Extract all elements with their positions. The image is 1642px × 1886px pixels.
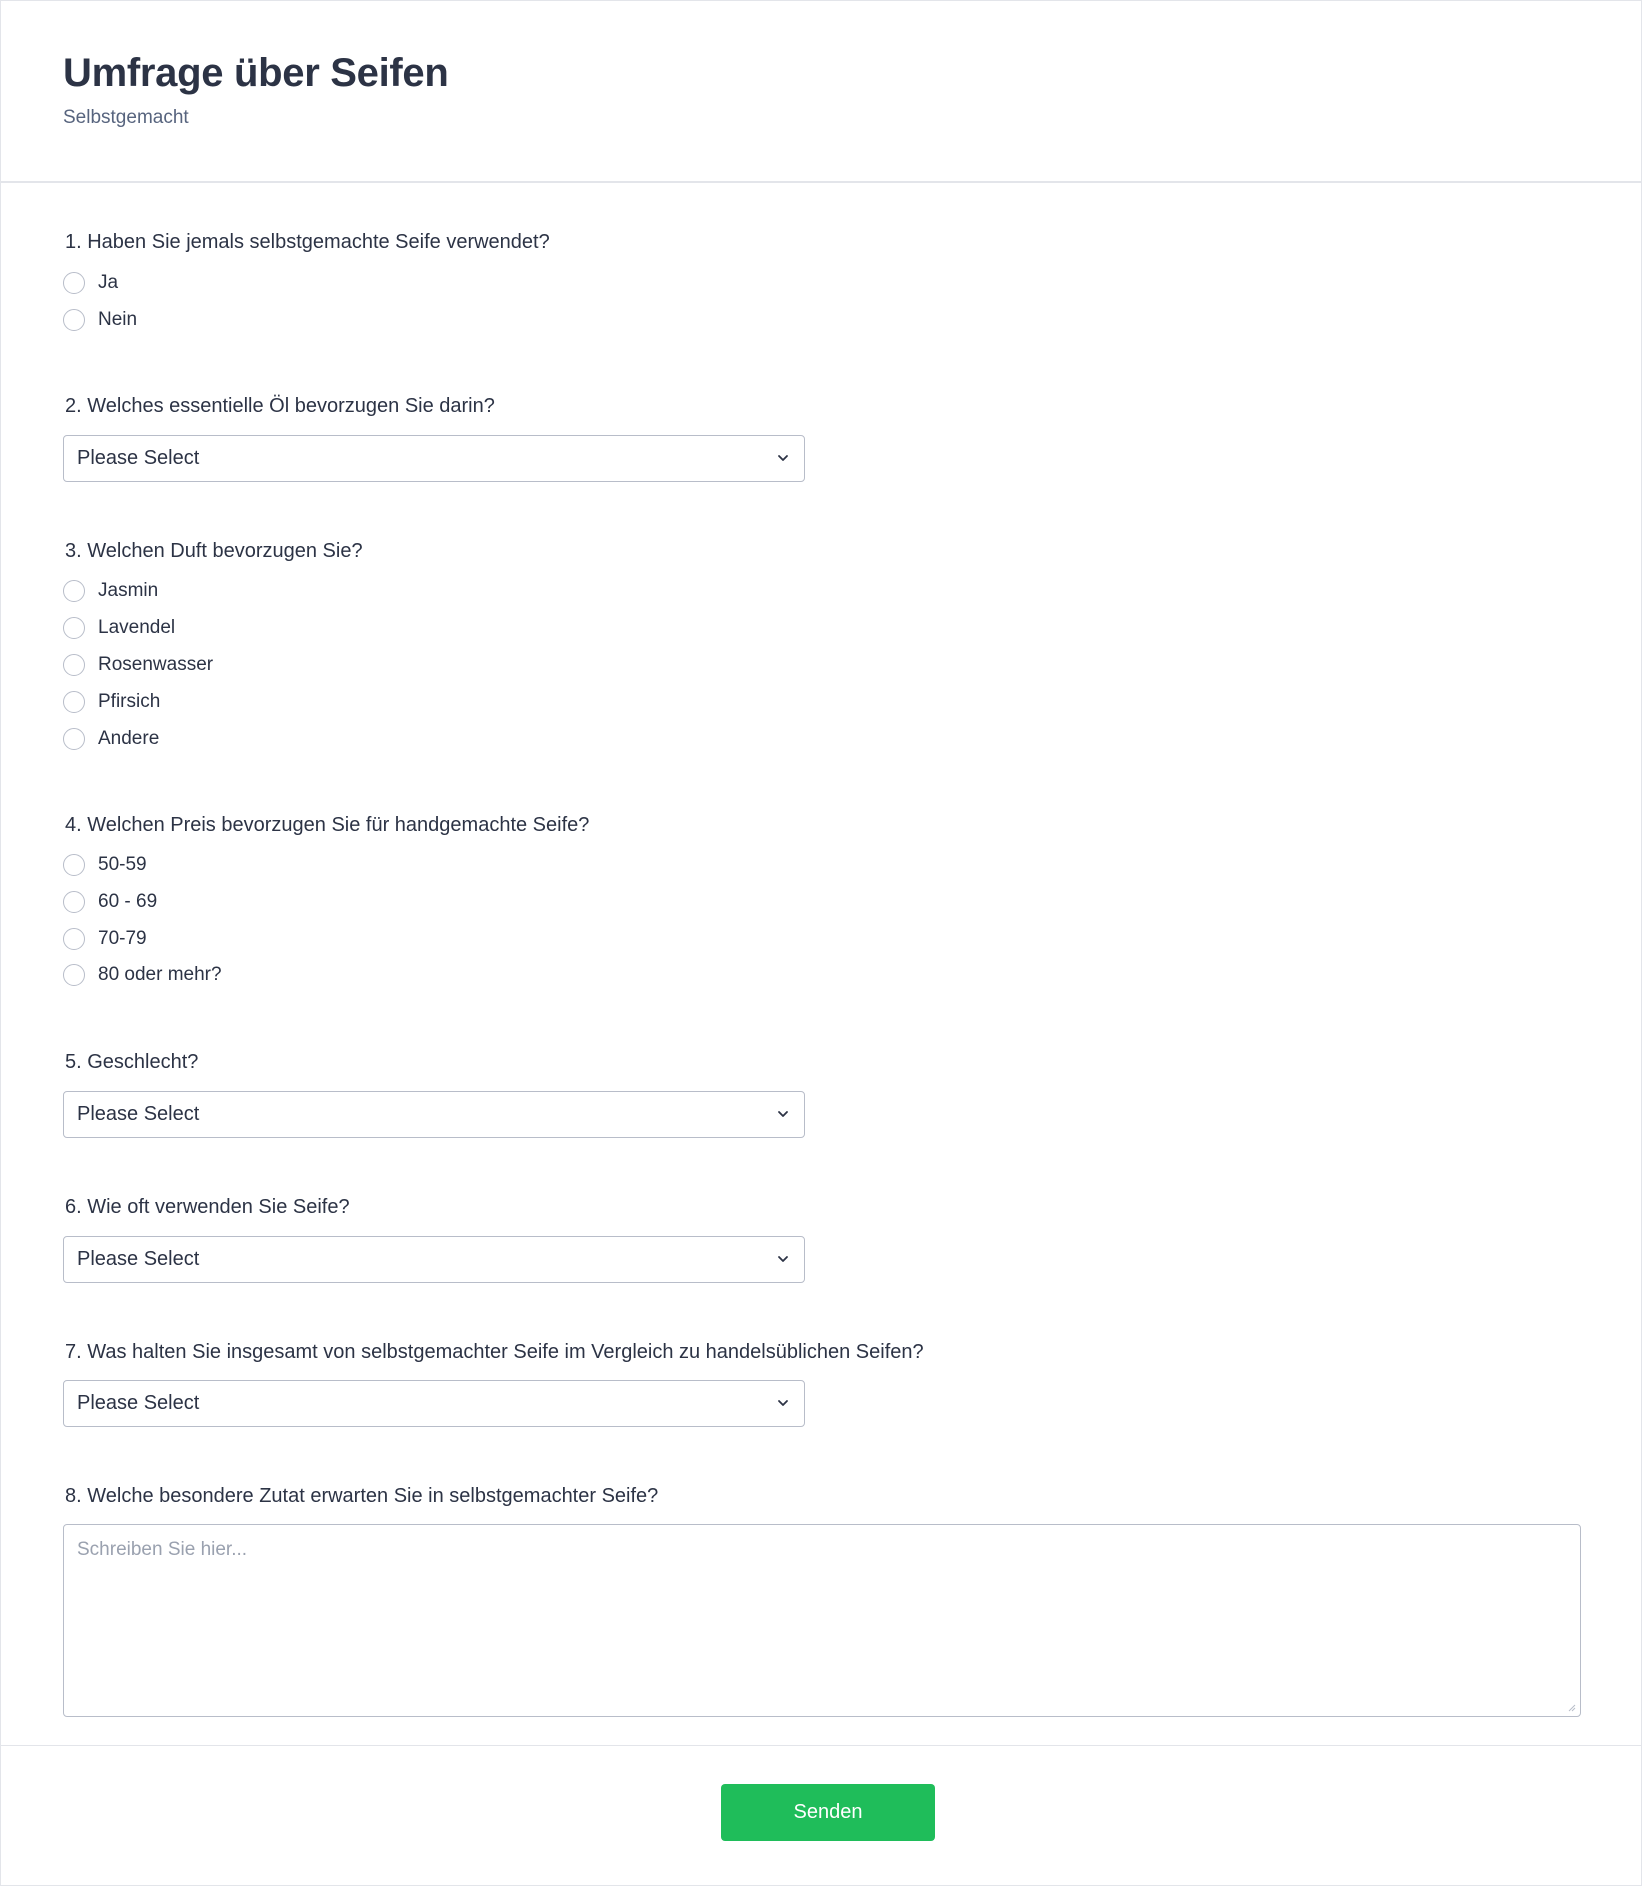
- q1-option-ja[interactable]: [63, 270, 118, 296]
- option-label: 70-79: [98, 928, 147, 949]
- radio-button[interactable]: [63, 928, 85, 950]
- chevron-down-icon: [774, 1394, 792, 1412]
- q4-option-60-69[interactable]: [63, 889, 157, 915]
- question-7-label: 7. Was halten Sie insgesamt von selbstgemachter Seife im Vergleich zu handelsüblichen Seifen?: [65, 1341, 924, 1363]
- form-header: [1, 1, 1641, 183]
- form-footer: [1, 1745, 1641, 1886]
- radio-button[interactable]: [63, 309, 85, 331]
- option-label: Nein: [98, 309, 138, 330]
- option-label: Rosenwasser: [98, 654, 214, 675]
- q5-gender-select[interactable]: [63, 1091, 805, 1138]
- question-8-label: 8. Welche besondere Zutat erwarten Sie in selbstgemachter Seife?: [65, 1485, 659, 1507]
- textarea-placeholder: Schreiben Sie hier...: [77, 1539, 248, 1560]
- chevron-down-icon: [774, 1105, 792, 1123]
- q8-ingredient-textarea[interactable]: [63, 1524, 1581, 1717]
- select-value: Please Select: [77, 1248, 200, 1270]
- q6-frequency-select[interactable]: [63, 1236, 805, 1283]
- q4-option-50-59[interactable]: [63, 852, 147, 878]
- form-title: Umfrage über Seifen: [63, 51, 449, 95]
- chevron-down-icon: [774, 449, 792, 467]
- q7-opinion-select[interactable]: [63, 1380, 805, 1427]
- option-label: 80 oder mehr?: [98, 964, 222, 985]
- radio-button[interactable]: [63, 964, 85, 986]
- resize-grip-icon[interactable]: [1566, 1702, 1576, 1712]
- question-4-label: 4. Welchen Preis bevorzugen Sie für handgemachte Seife?: [65, 814, 590, 836]
- q4-option-70-79[interactable]: [63, 926, 147, 952]
- select-value: Please Select: [77, 1103, 200, 1125]
- select-value: Please Select: [77, 447, 200, 469]
- radio-button[interactable]: [63, 891, 85, 913]
- question-5-label: 5. Geschlecht?: [65, 1051, 199, 1073]
- chevron-down-icon: [774, 1250, 792, 1268]
- question-1-label: 1. Haben Sie jemals selbstgemachte Seife verwendet?: [65, 231, 550, 253]
- q3-option-lavendel[interactable]: [63, 615, 175, 641]
- q3-option-jasmin[interactable]: [63, 578, 158, 604]
- option-label: Lavendel: [98, 617, 176, 638]
- option-label: Andere: [98, 728, 160, 749]
- option-label: Pfirsich: [98, 691, 161, 712]
- submit-button[interactable]: Senden: [721, 1784, 935, 1841]
- q1-option-nein[interactable]: [63, 307, 137, 333]
- radio-button[interactable]: [63, 654, 85, 676]
- radio-button[interactable]: [63, 728, 85, 750]
- question-2-label: 2. Welches essentielle Öl bevorzugen Sie darin?: [65, 395, 495, 417]
- form-subtitle: Selbstgemacht: [63, 107, 189, 128]
- radio-button[interactable]: [63, 580, 85, 602]
- select-value: Please Select: [77, 1392, 200, 1414]
- option-label: 50-59: [98, 854, 147, 875]
- radio-button[interactable]: [63, 691, 85, 713]
- q3-option-rosenwasser[interactable]: [63, 652, 213, 678]
- option-label: Ja: [98, 272, 119, 293]
- radio-button[interactable]: [63, 854, 85, 876]
- option-label: 60 - 69: [98, 891, 158, 912]
- q4-option-80-plus[interactable]: [63, 962, 222, 988]
- q3-option-pfirsich[interactable]: [63, 689, 160, 715]
- radio-button[interactable]: [63, 272, 85, 294]
- q3-option-andere[interactable]: [63, 726, 159, 752]
- question-6-label: 6. Wie oft verwenden Sie Seife?: [65, 1196, 350, 1218]
- option-label: Jasmin: [98, 580, 159, 601]
- question-3-label: 3. Welchen Duft bevorzugen Sie?: [65, 540, 363, 562]
- radio-button[interactable]: [63, 617, 85, 639]
- q2-oil-select[interactable]: [63, 435, 805, 482]
